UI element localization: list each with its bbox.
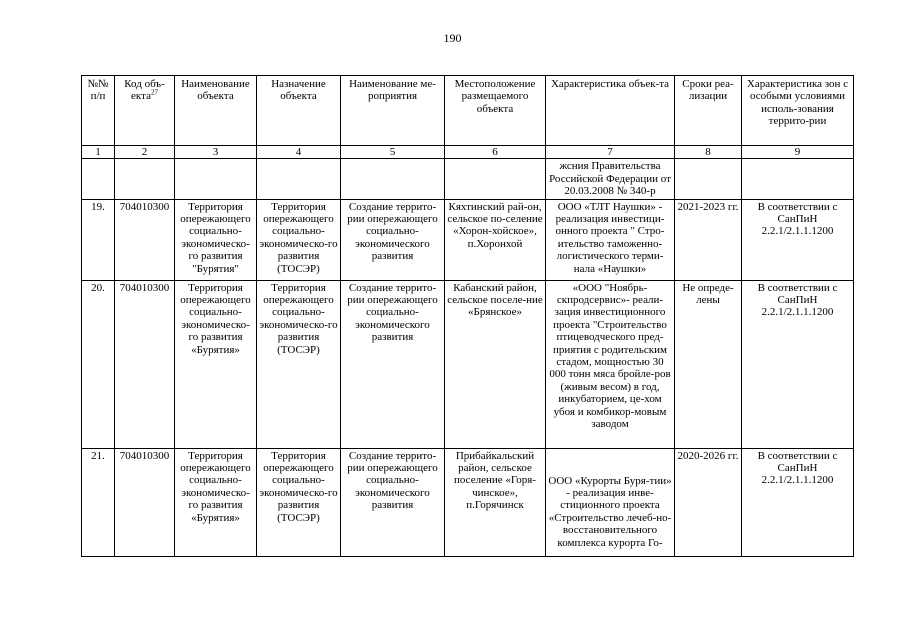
object-location: Прибайкальский район, сельское поселение «Горя-чинское», п.Горячинск [445, 448, 546, 556]
header-object-name: Наименование объекта [175, 76, 257, 146]
table-cell [742, 159, 854, 199]
header-event-name: Наименование ме-роприятия [341, 76, 445, 146]
row-number: 21. [82, 448, 115, 556]
header-number: №№ п/п [82, 76, 115, 146]
table-row [82, 199, 854, 280]
objects-table [81, 75, 854, 557]
implementation-terms: 2021-2023 гг. [675, 199, 742, 280]
table-cell [445, 159, 546, 199]
column-number: 4 [257, 146, 341, 159]
row-number: 20. [82, 280, 115, 448]
column-number: 2 [115, 146, 175, 159]
object-name: Территория опережающего социально-экономическо-го развития «Бурятия» [175, 280, 257, 448]
event-name: Создание террито-рии опережающего социально-экономического развития [341, 448, 445, 556]
object-characteristic-cell [546, 448, 675, 556]
header-code-footnote: 27 [150, 88, 158, 97]
page-number: 190 [443, 31, 462, 45]
continuation-row [82, 159, 854, 199]
object-characteristic: ООО «Курорты Буря-тии» - реализация инве-стиционного проекта «Строительство лечеб-но-восстановительного комплекса курорта Го- [548, 474, 672, 549]
table-row [82, 448, 854, 556]
column-numbers-row [82, 146, 854, 159]
object-location: Кяхтинский рай-он, сельское по-селение «Хорон-хойское», п.Хоронхой [445, 199, 546, 280]
table-cell [82, 159, 115, 199]
object-purpose: Территория опережающего социально-экономическо-го развития (ТОСЭР) [257, 448, 341, 556]
table-cell [257, 159, 341, 199]
continuation-text: жсния Правительства Российской Федерации от 20.03.2008 № 340-р [546, 159, 675, 199]
table-cell [115, 159, 175, 199]
column-number: 6 [445, 146, 546, 159]
column-number: 3 [175, 146, 257, 159]
header-characteristic: Характеристика объек-та [546, 76, 675, 146]
header-zones: Характеристика зон с особыми условиями исполь-зования террито-рии [742, 76, 854, 146]
header-code [115, 76, 175, 146]
object-code: 704010300 [115, 448, 175, 556]
table-cell [675, 159, 742, 199]
special-zones: В соответствии с СанПиН 2.2.1/2.1.1.1200 [742, 448, 854, 556]
header-location: Местоположение размещаемого объекта [445, 76, 546, 146]
object-purpose: Территория опережающего социально-экономическо-го развития (ТОСЭР) [257, 199, 341, 280]
table-cell [175, 159, 257, 199]
column-number: 1 [82, 146, 115, 159]
header-object-purpose: Назначение объекта [257, 76, 341, 146]
column-number: 8 [675, 146, 742, 159]
row-number: 19. [82, 199, 115, 280]
column-number: 5 [341, 146, 445, 159]
object-characteristic: «ООО "Ноябрь-скпродсервис»- реали-зация инвестиционного проекта "Строительство птицеводческого пред-приятия с родительским стадом, мощностью 30 000 тонн мяса бройле-ров (живым весом) в год, инкубаторием, це-хом убоя и комбикор-мовым заводом [546, 280, 675, 448]
table-row [82, 280, 854, 448]
header-code-label: Код объ-екта [124, 78, 165, 103]
table-header-row [82, 76, 854, 146]
object-name: Территория опережающего социально-экономическо-го развития «Бурятия» [175, 448, 257, 556]
column-number: 9 [742, 146, 854, 159]
object-location: Кабанский район, сельское поселе-ние «Брянское» [445, 280, 546, 448]
special-zones: В соответствии с СанПиН 2.2.1/2.1.1.1200 [742, 199, 854, 280]
object-purpose: Территория опережающего социально-экономическо-го развития (ТОСЭР) [257, 280, 341, 448]
implementation-terms: 2020-2026 гг. [675, 448, 742, 556]
implementation-terms: Не опреде-лены [675, 280, 742, 448]
object-code: 704010300 [115, 280, 175, 448]
column-number: 7 [546, 146, 675, 159]
table-cell [341, 159, 445, 199]
object-code: 704010300 [115, 199, 175, 280]
event-name: Создание террито-рии опережающего социально-экономического развития [341, 199, 445, 280]
object-characteristic: ООО «ТЛТ Наушки» - реализация инвестици-онного проекта " Стро-ительство таможенно-логистического терми-нала «Наушки» [546, 199, 675, 280]
event-name: Создание террито-рии опережающего социально-экономического развития [341, 280, 445, 448]
header-terms: Сроки реа-лизации [675, 76, 742, 146]
object-name: Территория опережающего социально-экономическо-го развития "Бурятия" [175, 199, 257, 280]
special-zones: В соответствии с СанПиН 2.2.1/2.1.1.1200 [742, 280, 854, 448]
cell-spacer [548, 450, 672, 475]
